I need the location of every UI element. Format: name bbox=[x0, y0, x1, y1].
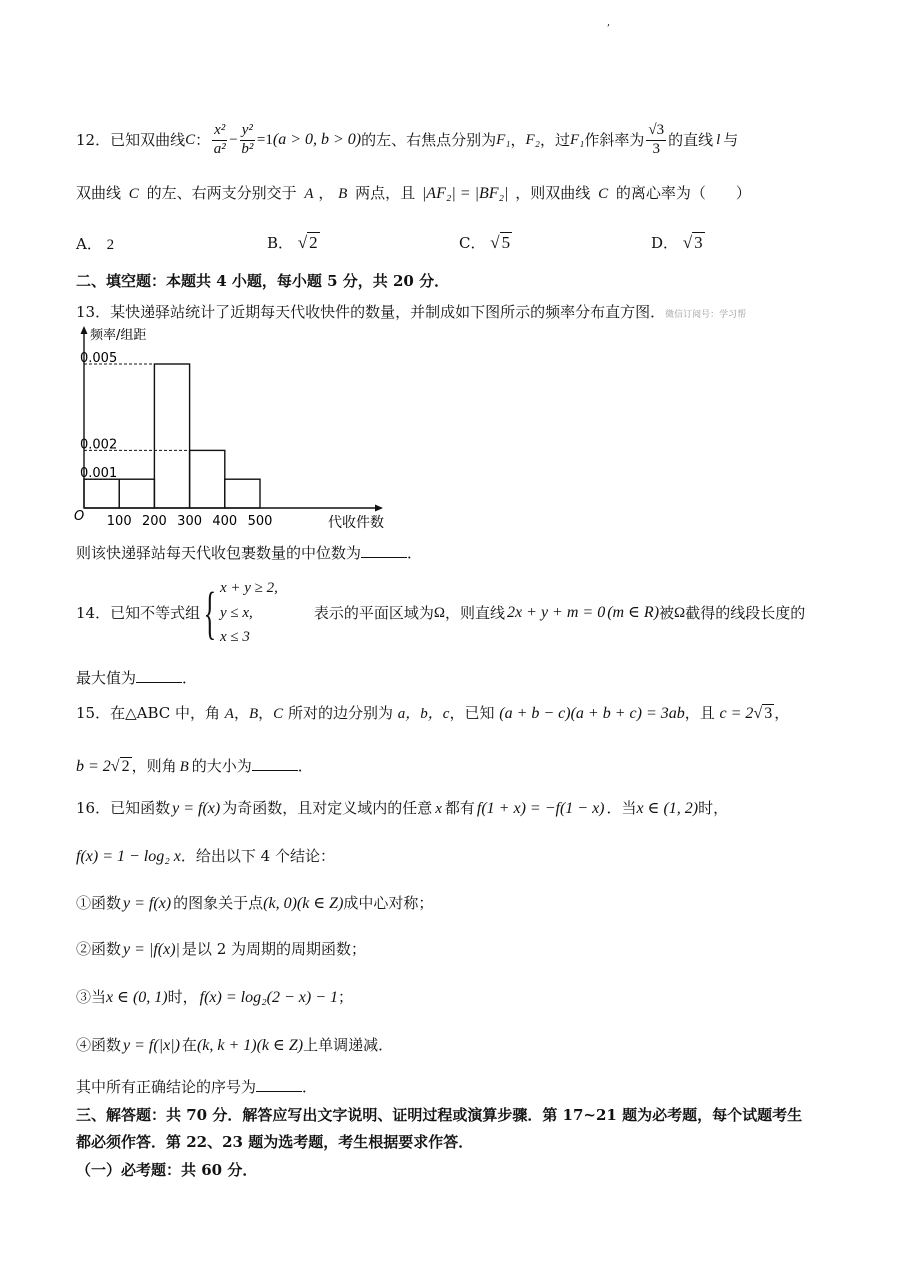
q16-relation: f(1 + x) = −f(1 − x) bbox=[476, 800, 605, 817]
q14-line-eq: 2x + y + m = 0 bbox=[507, 604, 606, 621]
q16-ask bbox=[76, 1079, 317, 1095]
q15-end: ． bbox=[297, 757, 313, 775]
q12-f1: F₁ bbox=[496, 131, 511, 148]
q16-s1-a: ①函数 bbox=[76, 894, 122, 912]
question-12-line-2 bbox=[76, 186, 751, 202]
q14-omega: Ω bbox=[433, 604, 446, 621]
q12-text-3: 作斜率为 bbox=[584, 130, 645, 149]
q16-s4-c: 上单调递减． bbox=[303, 1036, 394, 1054]
q16-s4-interval: (k, k + 1)(k ∈ Z) bbox=[196, 1037, 304, 1054]
q16-s2-function: y = |f(x)| bbox=[123, 941, 180, 958]
q12-slope-den: 3 bbox=[652, 140, 660, 157]
q14-row1: x + y ≥ 2, bbox=[219, 579, 278, 596]
x-axis-label: 代收件数 bbox=[328, 515, 384, 531]
q12-minus: − bbox=[229, 131, 238, 148]
q16-s4-b: 在 bbox=[181, 1036, 197, 1054]
q12-equals: =1 bbox=[256, 131, 273, 148]
x-tick-label: 200 bbox=[141, 514, 167, 529]
watermark: 微信订阅号：学习帮 bbox=[665, 310, 747, 320]
q12-frac-x bbox=[212, 122, 227, 158]
q16-statement-3 bbox=[76, 990, 353, 1006]
question-16-line-1 bbox=[76, 801, 728, 817]
q12-point-b: B bbox=[338, 186, 348, 202]
y-tick-label: 0.001 bbox=[80, 466, 118, 482]
q15-angle-c: C bbox=[273, 706, 284, 722]
q16-s1-point: (k, 0)(k ∈ Z) bbox=[263, 895, 344, 912]
q12-line2-c-text: 两点，且 bbox=[355, 184, 416, 202]
q15-sides: a，b，c bbox=[397, 706, 450, 722]
q16-s2-b: 是以 2 为周期的周期函数； bbox=[181, 940, 367, 958]
q15-expression: (a + b − c)(a + b + c) = 3ab bbox=[499, 705, 685, 722]
q14-ask: 最大值为 bbox=[76, 669, 137, 687]
q15-comma-1: ， bbox=[233, 704, 249, 722]
q12-frac-y bbox=[240, 122, 255, 158]
page-mark: , bbox=[607, 17, 611, 28]
q13-ask-text: 则该快递驿站每天代收包裹数量的中位数为 bbox=[76, 544, 362, 562]
q12-option-a-value: 2 bbox=[106, 237, 115, 253]
q16-s2-a: ②函数 bbox=[76, 940, 122, 958]
question-15-line-1: 15．在△ABC 中，角 A，B，C 所对的边分别为 a，b，c，已知 (a + b − c)(a + b + c) = 3ab，且 c = 2√ 3 ， bbox=[76, 704, 790, 722]
q12-slope-num: √3 bbox=[646, 122, 666, 140]
section-3-heading-line-1: 三、解答题：共 70 分．解答应写出文字说明、证明过程或演算步骤．第 17~21 题为必考题，每个试题考生 bbox=[76, 1106, 803, 1124]
q15-c-root: 3 bbox=[764, 705, 773, 722]
q12-slope bbox=[646, 122, 666, 158]
q12-af2-bf2: |AF₂| = |BF₂| bbox=[421, 185, 509, 202]
question-14-line-2 bbox=[76, 670, 197, 686]
q16-s1-function: y = f(x) bbox=[123, 895, 172, 912]
q16-s3-function: f(x) = log₂(2 − x) − 1 bbox=[199, 989, 338, 1006]
q16-text-4: 时， bbox=[698, 799, 729, 817]
q15-text-1: 所对的边分别为 bbox=[287, 704, 393, 722]
q12-frac-x-den: a² bbox=[213, 140, 226, 157]
q16-domain: x ∈ (1, 2) bbox=[636, 800, 699, 817]
question-13-ask: 则该快递驿站每天代收包裹数量的中位数为 ． bbox=[76, 544, 423, 562]
section-2-heading: 二、填空题：本题共 4 小题，每小题 5 分，共 20 分． bbox=[76, 272, 450, 290]
q15-b-value: b = 2 bbox=[76, 758, 111, 775]
q12-point-a: A bbox=[304, 186, 314, 202]
q16-s3-domain: x ∈ (0, 1) bbox=[106, 989, 168, 1006]
q12-option-d-label: D． bbox=[651, 234, 679, 252]
q12-line2-e: 的离心率为（ ） bbox=[615, 184, 751, 202]
question-14-line-1 bbox=[76, 575, 805, 651]
q16-s4-a: ④函数 bbox=[76, 1036, 122, 1054]
question-13-text bbox=[76, 305, 746, 320]
section-3-sub-heading: （一）必考题：共 60 分． bbox=[76, 1161, 258, 1179]
q14-number: 14．已知不等式组 bbox=[76, 603, 201, 622]
q15-text-3: ，且 bbox=[684, 704, 715, 722]
x-tick-label: 100 bbox=[106, 514, 132, 529]
q16-function: y = f(x) bbox=[172, 800, 221, 817]
x-tick-label: 400 bbox=[212, 514, 238, 529]
q14-row3: x ≤ 3 bbox=[219, 629, 250, 646]
q16-text-2: 都有 bbox=[444, 799, 475, 817]
q12-comma2: ， bbox=[318, 184, 334, 202]
q12-line2-b: 的左、右两支分别交于 bbox=[146, 184, 297, 202]
q12-option-a[interactable] bbox=[76, 237, 114, 253]
q16-s3-a: ③当 bbox=[76, 988, 107, 1006]
q14-text-4: 截得的线段长度的 bbox=[685, 603, 806, 622]
q12-option-b-label: B． bbox=[267, 234, 294, 252]
q16-text-1: 为奇函数，且对定义域内的任意 bbox=[222, 799, 433, 817]
y-tick-label: 0.005 bbox=[80, 351, 118, 366]
q16-text-5: ．给出以下 4 个结论： bbox=[180, 847, 335, 865]
q15-angle-b: B bbox=[248, 706, 259, 722]
q12-curve-name: C bbox=[185, 131, 196, 148]
q16-s4-function: y = f(|x|) bbox=[123, 1037, 180, 1054]
q12-text-2: ，过 bbox=[539, 130, 570, 149]
q12-line2-c3: C bbox=[598, 186, 609, 202]
y-axis-label: 频率/组距 bbox=[90, 328, 147, 343]
q14-brace: { bbox=[203, 580, 217, 645]
q12-colon: ： bbox=[195, 130, 211, 149]
q15-answer-blank[interactable] bbox=[252, 758, 298, 771]
q12-comma: ， bbox=[510, 130, 526, 149]
q14-end: ． bbox=[182, 669, 198, 687]
q16-definition: f(x) = 1 − log₂ x bbox=[76, 848, 181, 865]
q12-line-l: l bbox=[716, 131, 721, 148]
q16-statement-2 bbox=[76, 942, 366, 958]
q12-option-c-label: C． bbox=[459, 234, 486, 252]
q15-text-5: 的大小为 bbox=[191, 757, 252, 775]
q12-frac-y-den: b² bbox=[241, 140, 254, 157]
q16-end: ． bbox=[302, 1078, 318, 1096]
q16-statement-4 bbox=[76, 1038, 393, 1054]
q15-number: 15．在△ABC 中，角 bbox=[76, 704, 221, 722]
q12-line2-d: ，则双曲线 bbox=[515, 184, 591, 202]
q12-line2-c: C bbox=[128, 186, 139, 202]
q12-line2-a: 双曲线 bbox=[76, 184, 122, 202]
q14-text-1: 表示的平面区域为 bbox=[313, 603, 434, 622]
q16-statement-1 bbox=[76, 896, 433, 912]
q16-s3-c: ； bbox=[338, 988, 354, 1006]
q14-text-3: 被 bbox=[659, 603, 675, 622]
q12-option-b[interactable]: B． √ 2 bbox=[267, 233, 318, 252]
q12-f2: F₂ bbox=[525, 131, 540, 148]
q12-option-d[interactable]: D． √ 3 bbox=[651, 233, 703, 252]
q12-option-b-value: 2 bbox=[309, 233, 318, 252]
question-15-line-2: b = 2√ 2 ，则角 B 的大小为 ． bbox=[76, 757, 313, 775]
q12-text-1: 的左、右焦点分别为 bbox=[361, 130, 497, 149]
q12-frac-x-num: x² bbox=[212, 122, 227, 140]
q16-answer-blank[interactable] bbox=[256, 1079, 302, 1092]
q14-text-2: ，则直线 bbox=[445, 603, 506, 622]
q14-condition: (m ∈ R) bbox=[607, 604, 660, 621]
q12-text-4: 的直线 bbox=[668, 130, 714, 149]
q13-text: 13．某快递驿站统计了近期每天代收快件的数量，并制成如下图所示的频率分布直方图． bbox=[76, 303, 666, 321]
question-16-line-2 bbox=[76, 849, 335, 865]
q15-b-root: 2 bbox=[121, 758, 130, 775]
q12-f1-again: F₁ bbox=[569, 131, 585, 148]
frequency-histogram bbox=[72, 324, 412, 532]
q15-c-value: c = 2 bbox=[719, 705, 754, 722]
q16-s3-b: 时， bbox=[167, 988, 198, 1006]
q12-frac-y-num: y² bbox=[240, 122, 255, 140]
q12-option-c[interactable]: C． √ 5 bbox=[459, 233, 511, 252]
q12-number: 12．已知双曲线 bbox=[76, 130, 186, 149]
q16-ask-text: 其中所有正确结论的序号为 bbox=[76, 1078, 257, 1096]
q15-angle-b-2: B bbox=[179, 759, 189, 775]
section-3-heading-line-2: 都必须作答．第 22、23 题为选考题，考生根据要求作答． bbox=[76, 1133, 474, 1151]
q16-number: 16．已知函数 bbox=[76, 799, 171, 817]
q12-option-a-label: A． bbox=[76, 235, 102, 253]
q14-system bbox=[220, 576, 278, 650]
q14-answer-blank[interactable] bbox=[136, 670, 182, 683]
q12-option-c-value: 5 bbox=[501, 233, 511, 252]
q15-comma: ， bbox=[774, 704, 790, 722]
x-tick-label: 500 bbox=[247, 514, 273, 529]
q12-condition: (a > 0, b > 0) bbox=[272, 131, 362, 148]
q14-omega-2: Ω bbox=[674, 604, 686, 621]
q16-s1-b: 的图象关于点 bbox=[173, 894, 264, 912]
q15-angle-a: A bbox=[224, 706, 234, 722]
q12-option-d-value: 3 bbox=[694, 233, 703, 252]
q16-text-3: ．当 bbox=[606, 799, 637, 817]
q16-x: x bbox=[435, 801, 442, 817]
q16-s1-c: 成中心对称； bbox=[343, 894, 434, 912]
question-12-line-1 bbox=[76, 118, 738, 162]
x-tick-label: O bbox=[74, 509, 85, 524]
q14-row2: y ≤ x, bbox=[219, 604, 253, 621]
q15-text-2: ，已知 bbox=[449, 704, 495, 722]
q13-answer-blank[interactable] bbox=[361, 545, 407, 558]
x-tick-label: 300 bbox=[177, 514, 203, 529]
y-tick-label: 0.002 bbox=[80, 437, 118, 453]
q15-comma-2: ， bbox=[258, 704, 274, 722]
q15-text-4: ，则角 bbox=[131, 757, 177, 775]
q12-text-5: 与 bbox=[723, 130, 739, 149]
